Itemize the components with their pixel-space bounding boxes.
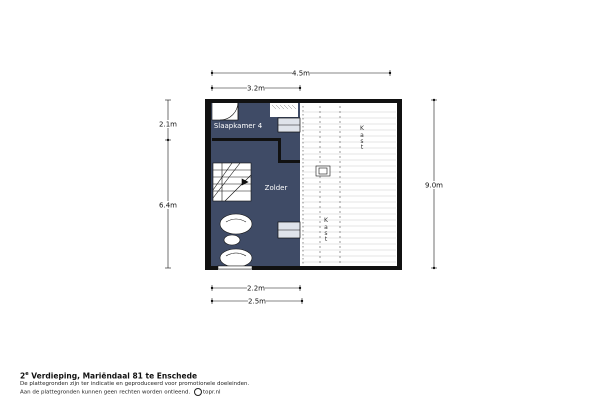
- sloped-roof-area: [300, 101, 396, 267]
- boiler-symbol: [316, 166, 330, 176]
- caption-title-superscript: e: [25, 371, 29, 377]
- kast-bottom-letter-s: s: [324, 230, 328, 237]
- dim-left-top-label: 2.1m: [159, 120, 177, 129]
- kast-top-letter-t: t: [360, 144, 364, 151]
- dim-top-outer-label: 4.5m: [292, 69, 310, 78]
- caption-disclaimer-2: [20, 388, 221, 396]
- kast-top-letter-s: s: [360, 138, 364, 145]
- brand-logo-icon: [194, 388, 202, 396]
- room-label-slaapkamer: Slaapkamer 4: [213, 122, 263, 130]
- caption-disclaimer-2-text: Aan de plattegronden kunnen geen rechten worden ontleend.: [20, 389, 191, 396]
- caption-disclaimer-1: De plattegronden zijn ter indicatie en geproduceerd voor promotionele doeleinden.: [20, 381, 250, 387]
- staircase: [213, 163, 251, 201]
- caption-title-number: 2: [20, 371, 26, 381]
- dim-right-label: 9.0m: [425, 181, 443, 190]
- kast-top-letter-k: K: [360, 125, 364, 132]
- skylight: [278, 222, 300, 238]
- kast-bottom-letter-a: a: [324, 224, 328, 231]
- dim-left-bottom-label: 6.4m: [159, 201, 177, 210]
- caption-brand: topr.nl: [202, 389, 221, 396]
- caption-title: [20, 371, 197, 381]
- kast-top-letter-a: a: [360, 132, 364, 139]
- dim-bottom-inner-label: 2.2m: [247, 284, 265, 293]
- dim-top-inner-label: 3.2m: [247, 84, 265, 93]
- dim-bottom-outer-label: 2.5m: [248, 297, 266, 306]
- kast-bottom-letter-t: t: [324, 236, 328, 243]
- kast-bottom-letter-k: K: [324, 217, 328, 224]
- door-symbol: [212, 102, 238, 120]
- room-label-zolder: Zolder: [264, 184, 288, 192]
- caption-title-text: Verdieping, Mariëndaal 81 te Enschede: [31, 371, 198, 381]
